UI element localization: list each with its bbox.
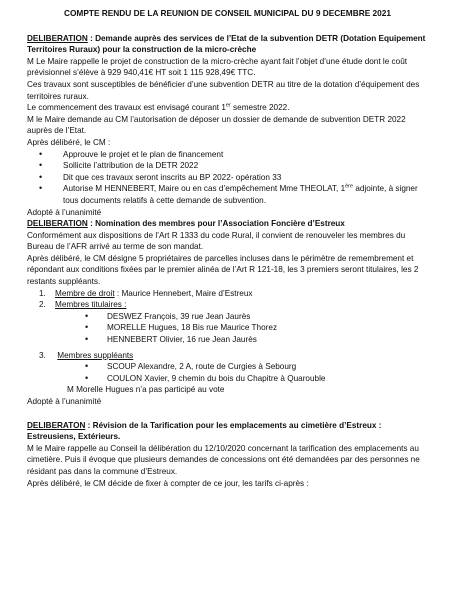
list-item: • HENNEBERT Olivier, 16 rue Jean Jaurès [61,334,428,346]
numbered-item [27,299,428,311]
numbered-item [27,350,428,362]
list-item: • SCOUP Alexandre, 2 A, route de Curgies à Sebourg [61,361,428,373]
decision-list [27,149,428,207]
item-number: 1. [39,288,46,298]
heading-text: : Nomination des membres pour l’Association Foncière d’Estreux [87,219,345,229]
section-cemetery-heading [27,420,428,443]
paragraph: Conformément aux dispositions de l’Art R 1333 du code Rural, il convient de renouveler les membres du Bureau de l’AFR arrivé au terme de son mandat. [27,230,406,252]
text-run: adjointe, à signer tous documents relatifs à cette demande de subvention. [63,184,418,205]
item-label: Membres titulaires : [55,300,127,310]
list-item [37,183,428,206]
suppleants-list [27,361,428,384]
item-label: Membres suppléants [57,350,134,360]
heading-text: : Demande auprès des services de l’Etat de la subvention DETR (Dotation Equipement Territoires Ruraux) pour la construction de la micro-crèche [27,33,426,55]
superscript: ère [345,183,354,190]
spacer [27,408,428,420]
adoption-note: Adopté à l’unanimité [27,397,102,406]
list-item: • Sollicite l’attribution de la DETR 2022 [37,160,428,172]
item-text: : Maurice Hennebert, Maire d’Estreux [114,288,253,298]
section-detr-heading [27,33,428,56]
list-item: • Dit que ces travaux seront inscrits au BP 2022- opération 33 [37,172,428,184]
vote-note: M Morelle Hugues n’a pas participé au vote [67,385,225,395]
item-number: 2. [39,300,46,310]
text-run: semestre 2022. [230,103,290,113]
item-number: 3. [39,350,46,360]
paragraph [27,102,428,114]
paragraph: Après délibéré, le CM désigne 5 propriétaires de parcelles incluses dans le périmètre de remembrement et répondant aux conditions fixées par le premier alinéa de l’Art R 121-18, les 3 premiers seront titulaires, les 2 restants suppléants. [27,253,419,287]
list-item: • COULON Xavier, 9 chemin du bois du Chapitre à Quarouble [61,373,428,385]
paragraph: M le Maire rappelle au Conseil la délibération du 12/10/2020 concernant la tarification des emplacements au cimetière. Puis il évoque que plusieurs demandes de concessions ont été demandées par des personnes ne résidant pas dans la commune d’Estreux. [27,443,420,476]
numbered-item [27,288,428,300]
heading-label: DELIBERATION [27,33,88,43]
list-item: • MORELLE Hugues, 18 Bis rue Maurice Thorez [61,322,428,334]
heading-text: : Révision de la Tarification pour les emplacements au cimetière d’Estreux : Estreusiens, Extérieurs. [27,420,382,442]
paragraph: Après délibéré, le CM décide de fixer à compter de ce jour, les tarifs ci-après : [27,478,309,488]
paragraph: M Le Maire rappelle le projet de construction de la micro-crèche ayant fait l’objet d’une étude dont le coût prévisionnel s’élève à 929 940,41€ HT soit 1 115 928,49€ TTC. [27,56,408,78]
paragraph: Après délibéré, le CM : [27,137,111,147]
document-title: COMPTE RENDU DE LA REUNION DE CONSEIL MUNICIPAL DU 9 DECEMBRE 2021 [63,8,391,18]
heading-label: DELIBERATON [27,420,86,430]
paragraph: Ces travaux sont susceptibles de bénéficier d’une subvention DETR au titre de la dotation d’équipement des territoires ruraux. [27,79,420,101]
titulaires-list [27,311,428,346]
item-label: Membre de droit [55,288,115,298]
list-item: • Approuve le projet et le plan de financement [37,149,428,161]
text-run: Le commencement des travaux est envisagé courant 1 [27,103,226,113]
text-run: Autorise M HENNEBERT, Maire ou en cas d’empêchement Mme THEOLAT, 1 [63,184,346,194]
adoption-note: Adopté à l’unanimité [27,207,102,217]
heading-label: DELIBERATION [27,219,88,229]
paragraph: M le Maire demande au CM l’autorisation de déposer un dossier de demande de subvention DETR 2022 auprès de l’Etat. [27,114,406,136]
list-item: • DESWEZ François, 39 rue Jean Jaurès [61,311,428,323]
superscript: er [225,102,231,109]
section-afr-heading [27,218,428,230]
